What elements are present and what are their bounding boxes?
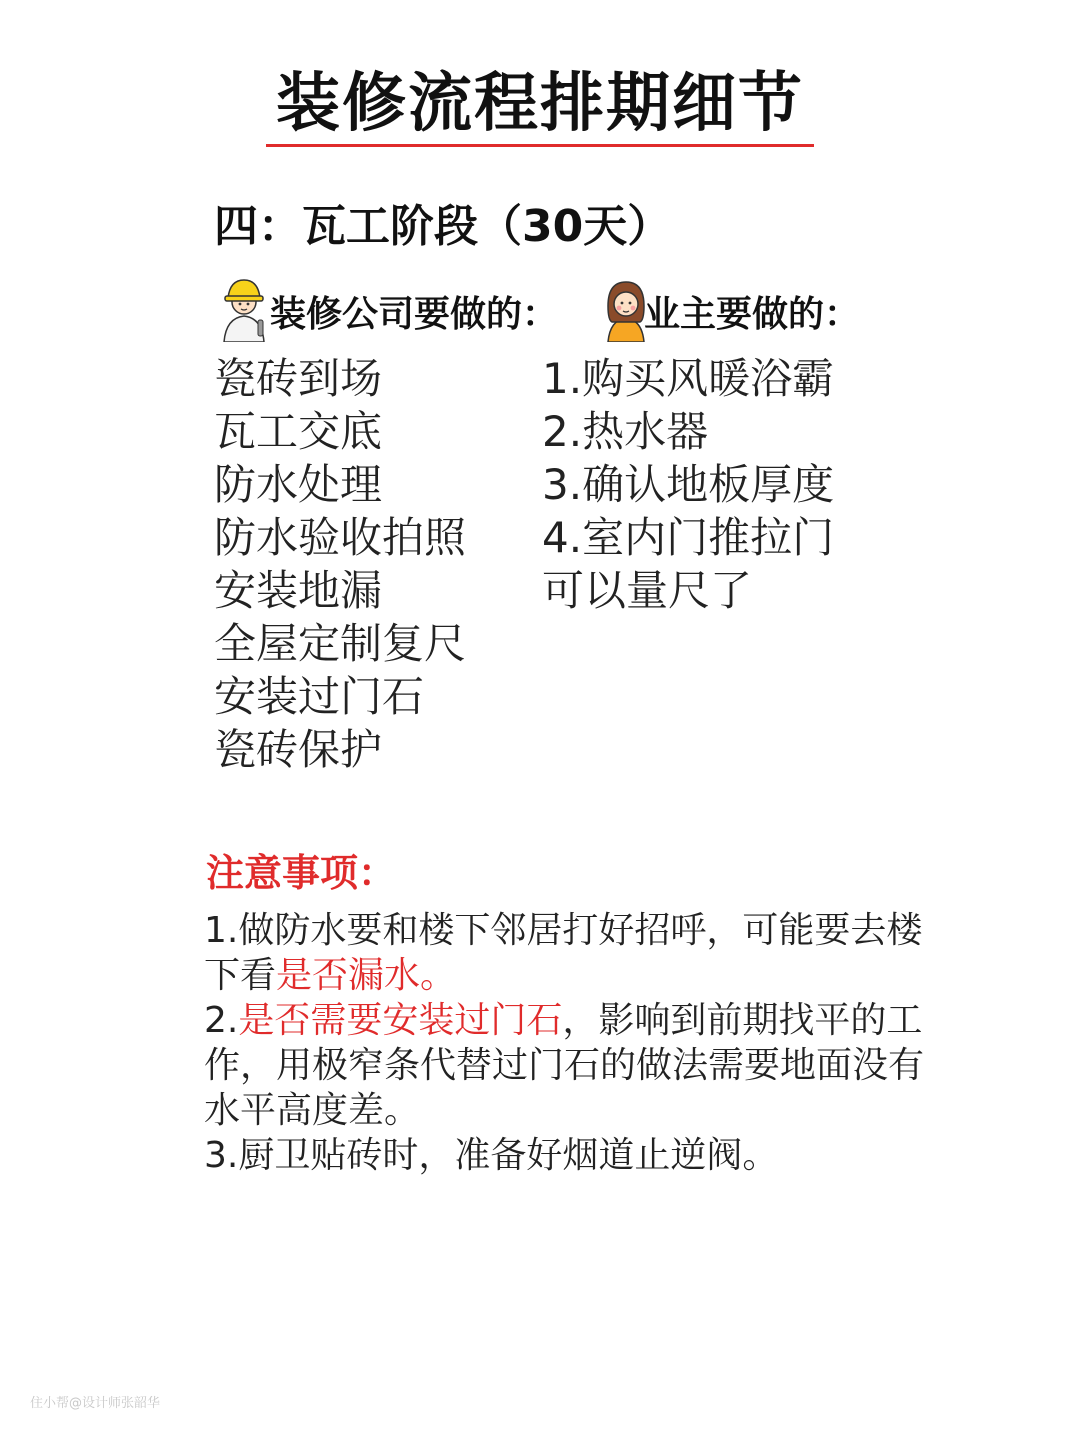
- title-divider: [266, 144, 814, 147]
- list-item: 防水验收拍照: [214, 513, 467, 562]
- stage-heading: 四：瓦工阶段（30天）: [214, 201, 672, 252]
- page-title: 装修流程排期细节: [276, 67, 804, 141]
- watermark: 住小帮@设计师张韶华: [30, 1396, 161, 1411]
- list-item: 1.购买风暖浴霸: [542, 354, 835, 403]
- note-text: ，影响到前期找平的工作，用极窄条代替过门石的做法需要地面没有水平高度差。: [204, 1000, 925, 1131]
- note-item: [204, 908, 924, 998]
- note-highlight: 是否需要安装过门石: [238, 1000, 563, 1041]
- note-text: 2.: [204, 1000, 239, 1041]
- note-highlight: 是否漏水。: [276, 955, 457, 996]
- list-item: 3.确认地板厚度: [542, 460, 835, 509]
- list-item: 安装过门石: [214, 672, 425, 721]
- list-item: 安装地漏: [214, 566, 383, 615]
- owner-heading: 业主要做的：: [644, 294, 861, 335]
- worker-hardhat-icon: [214, 272, 274, 342]
- list-item: 4.室内门推拉门: [542, 513, 835, 562]
- list-item: 全屋定制复尺: [214, 619, 467, 668]
- company-task-list: [214, 352, 466, 776]
- list-item: 2.热水器: [542, 407, 709, 456]
- company-heading: 装修公司要做的：: [270, 294, 559, 335]
- note-item: 3.厨卫贴砖时，准备好烟道止逆阀。: [204, 1135, 779, 1176]
- notes-heading: 注意事项：: [206, 851, 397, 895]
- list-item: 瓷砖到场: [214, 354, 383, 403]
- note-text: 1.做防水要和楼下邻居打好招呼，可能要去楼下看: [204, 910, 923, 996]
- notes-list: [204, 908, 924, 1178]
- list-item: 瓦工交底: [214, 407, 383, 456]
- list-item: 可以量尺了: [542, 566, 753, 615]
- owner-task-list: [542, 352, 834, 617]
- list-item: 防水处理: [214, 460, 383, 509]
- note-item: [204, 998, 924, 1133]
- list-item: 瓷砖保护: [214, 725, 383, 774]
